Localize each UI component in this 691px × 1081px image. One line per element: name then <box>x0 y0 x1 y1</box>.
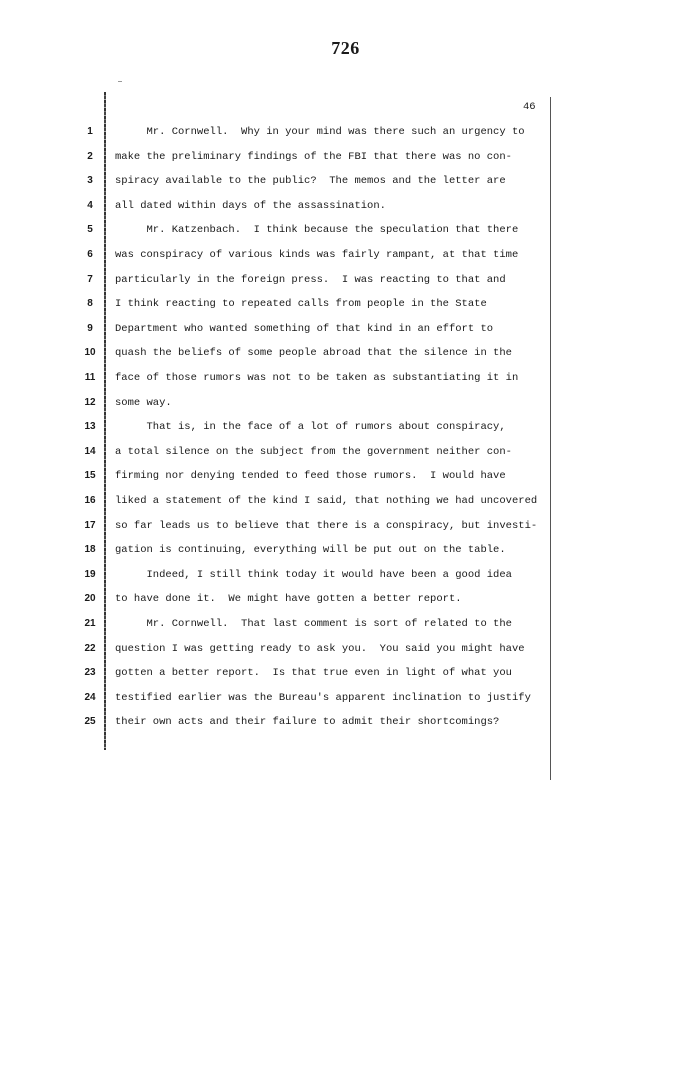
line-number: 23 <box>84 667 96 679</box>
line-number: 15 <box>84 470 96 482</box>
line-number: 20 <box>84 593 96 605</box>
line-number: 2 <box>87 150 93 162</box>
transcript-line: particularly in the foreign press. I was reacting to that and <box>115 273 506 286</box>
transcript-line: gation is continuing, everything will be put out on the table. <box>115 544 506 557</box>
transcript-line: to have done it. We might have gotten a better report. <box>115 593 462 606</box>
line-number: 17 <box>84 519 96 531</box>
transcript-line: quash the beliefs of some people abroad that the silence in the <box>115 347 512 360</box>
left-margin-rule <box>104 92 106 750</box>
line-number: 13 <box>84 421 96 433</box>
transcript-line: firming nor denying tended to feed those rumors. I would have <box>115 470 506 483</box>
line-number: 25 <box>84 716 96 728</box>
line-number: 8 <box>87 298 93 310</box>
transcript-line: their own acts and their failure to admit their shortcomings? <box>115 716 500 729</box>
line-number: 21 <box>84 618 96 629</box>
transcript-line: all dated within days of the assassination. <box>115 199 386 212</box>
transcript-line: spiracy available to the public? The memos and the letter are <box>115 175 506 188</box>
transcript-line: question I was getting ready to ask you. You said you might have <box>115 642 525 655</box>
transcript-line: Mr. Katzenbach. I think because the speculation that there <box>115 224 519 237</box>
line-number: 22 <box>84 642 96 654</box>
transcript-line: gotten a better report. Is that true even in light of what you <box>115 667 512 680</box>
line-number: 14 <box>84 445 96 457</box>
line-number: 9 <box>87 322 93 334</box>
transcript-line: a total silence on the subject from the government neither con- <box>115 445 512 458</box>
line-number: 19 <box>84 568 96 580</box>
line-number: 11 <box>84 372 96 383</box>
page-number: 726 <box>331 38 360 58</box>
transcript-line: Indeed, I still think today it would have been a good idea <box>115 568 512 581</box>
transcript-line: face of those rumors was not to be taken as substantiating it in <box>115 372 519 384</box>
transcript-line: make the preliminary findings of the FBI that there was no con- <box>115 150 512 163</box>
transcript-line: liked a statement of the kind I said, that nothing we had uncovered <box>115 495 538 507</box>
line-number: 10 <box>84 347 96 359</box>
transcript-line: That is, in the face of a lot of rumors about conspiracy, <box>115 421 506 434</box>
transcript-line: I think reacting to repeated calls from people in the State <box>115 298 487 311</box>
right-margin-rule <box>550 97 551 780</box>
line-number: 6 <box>87 249 93 260</box>
line-number: 1 <box>87 126 93 137</box>
transcript-line: so far leads us to believe that there is a conspiracy, but investi- <box>115 519 538 532</box>
transcript-line: Department who wanted something of that kind in an effort to <box>115 322 494 335</box>
line-number: 7 <box>87 273 93 285</box>
line-number: 5 <box>87 224 93 236</box>
line-number: 18 <box>84 544 96 556</box>
line-number: 16 <box>84 495 96 506</box>
line-number: 24 <box>84 691 96 703</box>
transcript-page-number: 46 <box>523 101 536 113</box>
transcript-line: Mr. Cornwell. Why in your mind was there such an urgency to <box>115 126 525 138</box>
transcript-line: was conspiracy of various kinds was fairly rampant, at that time <box>115 249 519 261</box>
line-number: 3 <box>87 175 93 187</box>
transcript-line: Mr. Cornwell. That last comment is sort of related to the <box>115 618 512 630</box>
transcript-line: testified earlier was the Bureau's apparent inclination to justify <box>115 691 531 704</box>
scan-mark <box>118 81 122 82</box>
transcript-line: some way. <box>115 396 172 409</box>
line-number: 12 <box>84 396 96 408</box>
line-number: 4 <box>87 199 93 211</box>
